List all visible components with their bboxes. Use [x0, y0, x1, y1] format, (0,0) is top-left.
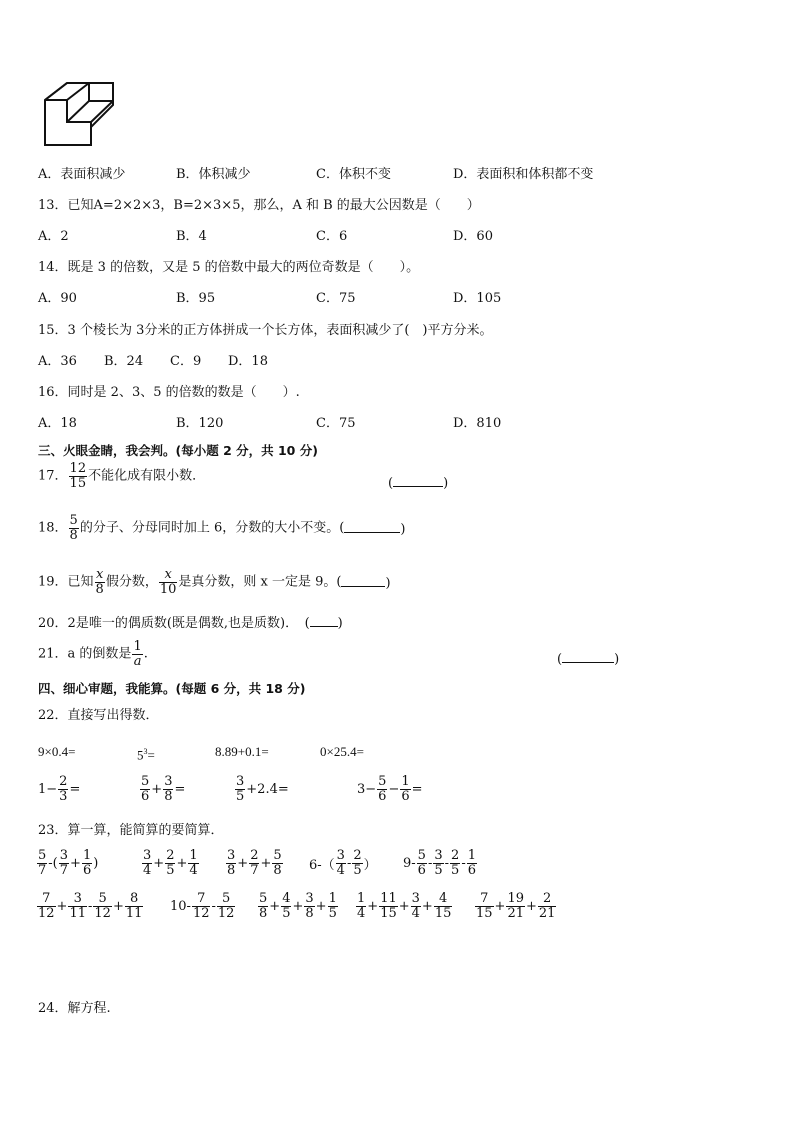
q19-fraction-1: $\frac{x}{8}$ — [95, 567, 104, 597]
q21-answer-blank[interactable]: ( ) — [557, 652, 620, 667]
q24-stem: 24．解方程. — [38, 1001, 111, 1016]
q14-option-d: D．105 — [453, 291, 502, 306]
q14-option-b: B．95 — [176, 291, 216, 306]
q17 — [38, 462, 205, 491]
q12-option-d: D．表面积和体积都不变 — [453, 167, 594, 182]
q23-expr-7: 10- $\frac{7}{12}$ - $\frac{5}{12}$ — [170, 891, 235, 921]
q22-expr-2: $5^3=$ — [137, 747, 155, 763]
q15-option-a: A．36 — [38, 354, 77, 369]
q20 — [38, 614, 343, 632]
q22-expr-7: $\frac{3}{5}$ +2.4= — [236, 774, 289, 804]
q19-answer-blank[interactable]: ) — [341, 576, 390, 591]
q12-option-a: A．表面积减少 — [38, 167, 126, 182]
q13-stem: 13．已知A=2×2×3，B=2×3×5，那么，A 和 B 的最大公因数是（ ） — [38, 198, 480, 213]
q21: 21．a 的倒数是 $\frac{1}{a}$ . — [38, 639, 148, 669]
q23-expr-4: 6-（ $\frac{3}{4}$ - $\frac{2}{5}$ ） — [309, 848, 377, 878]
q23-expr-10: $\frac{7}{15}$ + $\frac{19}{21}$ + $\frac{2}{21}$ — [476, 891, 556, 921]
q20-text: 20．2是唯一的偶质数(既是偶数,也是质数)． ( — [38, 616, 310, 631]
q17-fraction: $\frac{12}{15}$ — [69, 461, 87, 491]
q22-expr-8: 3− $\frac{5}{6}$ − $\frac{1}{6}$ = — [357, 774, 423, 804]
q20-answer-blank[interactable]: ) — [310, 616, 343, 631]
q16-option-a: A．18 — [38, 416, 77, 431]
q19-fraction-2: $\frac{x}{10}$ — [159, 567, 177, 597]
cube-with-cutout-figure — [42, 82, 116, 148]
q13-option-b: B．4 — [176, 229, 207, 244]
q23-expr-8: $\frac{5}{8}$ + $\frac{4}{5}$ + $\frac{3}{8}$ + $\frac{1}{5}$ — [259, 891, 337, 921]
q23-expr-2: $\frac{3}{4}$ + $\frac{2}{5}$ + $\frac{1}{4}$ — [143, 848, 198, 878]
q23-stem: 23．算一算，能简算的要简算． — [38, 823, 224, 838]
q14-option-c: C．75 — [316, 291, 356, 306]
section-4-title: 四、细心审题，我能算。(每题 6 分，共 18 分) — [38, 681, 306, 696]
q13-option-d: D．60 — [453, 229, 493, 244]
q16-option-b: B．120 — [176, 416, 224, 431]
q15-stem: 15．3 个棱长为 3分米的正方体拼成一个长方体，表面积减少了( )平方分米。 — [38, 323, 493, 338]
q13-option-a: A．2 — [38, 229, 69, 244]
q17-answer-blank[interactable]: ( ) — [388, 476, 449, 491]
q17-number: 17． — [38, 468, 68, 484]
q18-text: 的分子、分母同时加上 6，分数的大小不变。( — [79, 520, 345, 536]
q12-option-b: B．体积减少 — [176, 167, 251, 182]
q23-expr-1: $\frac{5}{7}$ -( $\frac{3}{7}$ + $\frac{1}{6}$ ) — [38, 848, 99, 878]
q15-option-d: D．18 — [228, 354, 268, 369]
q17-text: 不能化成有限小数． — [88, 468, 206, 484]
q12-option-c: C．体积不变 — [316, 167, 391, 182]
q18-fraction: $\frac{5}{8}$ — [69, 513, 78, 543]
q19: 19．已知 $\frac{x}{8}$ 假分数， $\frac{x}{10}$ 是真分数，则 x 一定是 9。( ) — [38, 567, 391, 597]
q22-expr-1: 9×0.4= — [38, 744, 76, 759]
section-3-title: 三、火眼金睛，我会判。(每小题 2 分，共 10 分) — [38, 443, 318, 458]
q18: 18． $\frac{5}{8}$ 的分子、分母同时加上 6，分数的大小不变。( ) — [38, 513, 406, 543]
q23-expr-3: $\frac{3}{8}$ + $\frac{2}{7}$ + $\frac{5}{8}$ — [227, 848, 282, 878]
q22-expr-4: 0×25.4= — [320, 744, 364, 759]
q13-option-c: C．6 — [316, 229, 348, 244]
q14-stem: 14．既是 3 的倍数，又是 5 的倍数中最大的两位奇数是（ ）。 — [38, 260, 420, 275]
q22-expr-6: $\frac{5}{6}$ + $\frac{3}{8}$ = — [141, 774, 186, 804]
q23-expr-6: $\frac{7}{12}$ + $\frac{3}{11}$ - $\frac{5}{12}$ + $\frac{8}{11}$ — [38, 891, 143, 921]
q16-option-c: C．75 — [316, 416, 356, 431]
q16-option-d: D．810 — [453, 416, 502, 431]
q14-option-a: A．90 — [38, 291, 77, 306]
q18-answer-blank[interactable]: ) — [344, 522, 405, 537]
q22-expr-3: 8.89+0.1= — [215, 744, 269, 759]
q15-option-c: C．9 — [170, 354, 202, 369]
q22-stem: 22．直接写出得数． — [38, 708, 159, 723]
q23-expr-9: $\frac{1}{4}$ + $\frac{11}{15}$ + $\frac{3}{4}$ + $\frac{4}{15}$ — [357, 891, 452, 921]
q21-fraction: $\frac{1}{a}$ — [133, 639, 142, 669]
q15-option-b: B．24 — [104, 354, 144, 369]
q22-expr-5: 1− $\frac{2}{3}$ = — [38, 774, 81, 804]
q16-stem: 16．同时是 2、3、5 的倍数的数是（ ）. — [38, 385, 300, 400]
q23-expr-5: 9- $\frac{5}{6}$ - $\frac{3}{5}$ - $\frac{2}{5}$ - $\frac{1}{6}$ — [403, 848, 477, 878]
